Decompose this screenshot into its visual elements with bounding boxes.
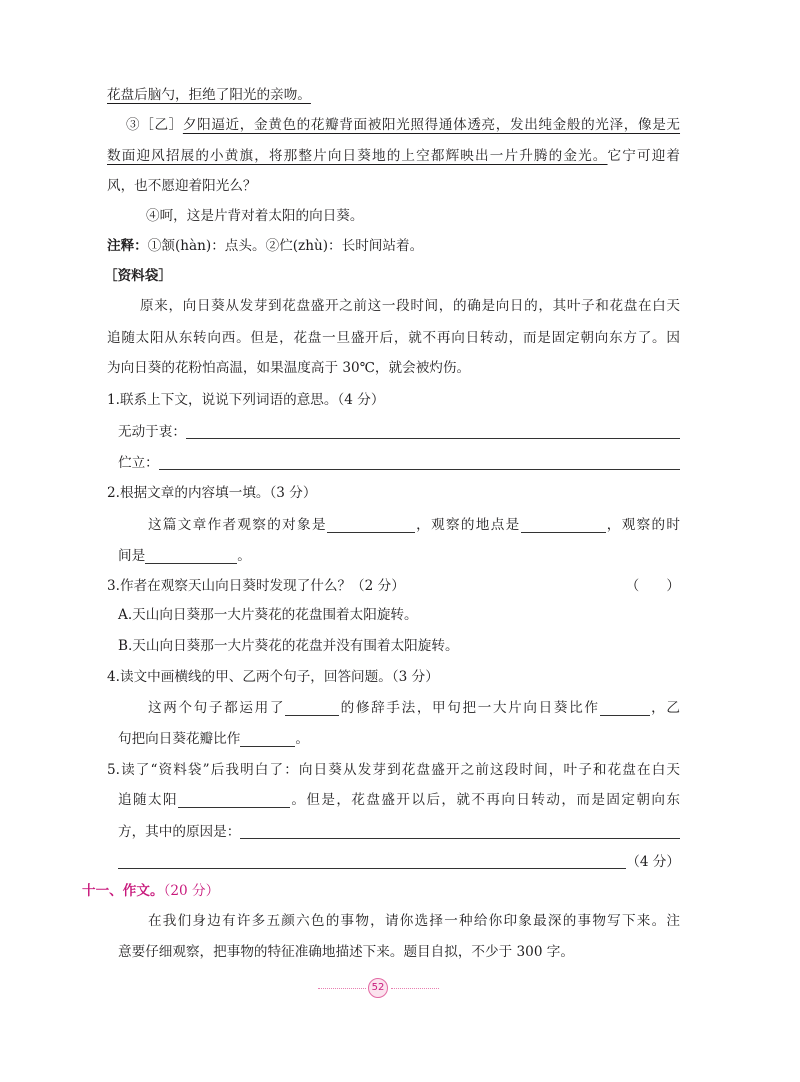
paragraph-3-number: ③［乙］ <box>126 117 183 133</box>
question-2-line-1 <box>148 510 680 540</box>
footer-dotted-rule-right <box>391 988 439 989</box>
answer-bracket: （ ） <box>625 578 680 594</box>
question-4-line-1 <box>148 693 680 723</box>
option-a: A.天山向日葵那一大片葵花的花盘围着太阳旋转。 <box>118 607 418 623</box>
question-5-line-2 <box>118 817 680 847</box>
paragraph-4: ④呵，这是片背对着太阳的向日葵。 <box>146 208 364 224</box>
fill-blank <box>521 518 606 533</box>
page-number: 52 <box>371 982 385 993</box>
paragraph-3-line-1 <box>126 110 680 140</box>
fill-blank <box>600 701 650 716</box>
question-2-text: 间是 <box>118 548 146 564</box>
question-5-points: （4 分） <box>626 854 680 870</box>
question-2-text: ，观察的地点是 <box>414 517 521 533</box>
page-number-badge <box>368 978 388 998</box>
paragraph-3-line-2-rest: 它宁可迎着 <box>607 148 681 164</box>
question-2-text: 这篇文章作者观察的对象是 <box>148 517 327 533</box>
answer-line <box>159 448 680 470</box>
info-box-line-2: 追随太阳从东转向西。但是，花盘一旦盛开后，就不再向日转动，而是固定朝向东方了。因 <box>107 330 680 346</box>
question-5-text: 追随太阳 <box>118 792 178 808</box>
answer-line <box>118 847 626 869</box>
notes-label: 注释： <box>107 238 148 254</box>
question-5-line-3 <box>118 847 680 877</box>
fill-blank <box>285 701 339 716</box>
question-5-text: 。但是，花盘盛开以后，就不再向日转动，而是固定朝向东 <box>290 792 680 808</box>
question-4-text: 句把向日葵花瓣比作 <box>118 731 241 747</box>
question-1-prompt: 1.联系上下文，说说下列词语的意思。（4 分） <box>107 392 385 408</box>
info-box-line-3: 为向日葵的花粉怕高温，如果温度高于 30℃，就会被灼伤。 <box>107 360 471 376</box>
question-5-line-1 <box>118 785 680 815</box>
info-box-title: ［资料袋］ <box>104 268 172 284</box>
underlined-sentence-yi-part-2: 数面迎风招展的小黄旗，将那整片向日葵地的上空都辉映出一片升腾的金光。 <box>107 148 608 164</box>
question-4-text: 这两个句子都运用了 <box>148 700 286 716</box>
passage-line-1 <box>107 80 311 110</box>
composition-prompt-line-2: 意要仔细观察，把事物的特征准确地描述下来。题目自拟，不少于 300 字。 <box>118 944 574 960</box>
section-11-heading <box>82 876 219 906</box>
paragraph-3-line-2 <box>107 141 680 171</box>
question-5-text: 方，其中的原因是： <box>118 824 241 840</box>
question-4-line-2 <box>118 724 309 754</box>
fill-blank <box>145 549 237 564</box>
underlined-sentence-jia-end: 花盘后脑勺，拒绝了阳光的亲吻。 <box>107 87 311 103</box>
question-4-prompt: 4.读文中画横线的甲、乙两个句子，回答问题。（3 分） <box>107 669 439 685</box>
info-box-line-1: 原来，向日葵从发芽到花盘盛开之前这一段时间，的确是向日的，其叶子和花盘在白天 <box>140 298 680 314</box>
section-11-title: 十一、作文。 <box>82 883 164 899</box>
question-4-text: ，乙 <box>649 700 681 716</box>
option-b: B.天山向日葵那一大片葵花的花盘并没有围着太阳旋转。 <box>118 638 459 654</box>
question-1-answer-row-2 <box>118 448 680 478</box>
question-5-prompt: 5.读了“资料袋”后我明白了：向日葵从发芽到花盘盛开之前这段时间，叶子和花盘在白天 <box>107 762 680 778</box>
question-4-text: 的修辞手法，甲句把一大片向日葵比作 <box>339 700 600 716</box>
paragraph-3-line-3: 风，也不愿迎着阳光么？ <box>107 178 257 194</box>
fill-blank <box>327 518 415 533</box>
annotation-notes <box>107 231 423 261</box>
notes-text: ①颔(hàn)：点头。②伫(zhù)：长时间站着。 <box>147 238 424 254</box>
footer-dotted-rule-left <box>318 988 366 989</box>
question-4-text: 。 <box>295 731 309 747</box>
term-zhuli: 伫立： <box>118 455 159 471</box>
question-2-text: ，观察的时 <box>605 517 681 533</box>
answer-line <box>186 417 680 439</box>
section-11-points: （20 分） <box>163 883 220 899</box>
answer-line <box>240 817 680 839</box>
composition-prompt-line-1: 在我们身边有许多五颜六色的事物，请你选择一种给你印象最深的事物写下来。注 <box>148 913 680 929</box>
underlined-sentence-yi-part-1: 夕阳逼近，金黄色的花瓣背面被阳光照得通体透亮，发出纯金般的光泽，像是无 <box>182 117 681 133</box>
question-2-line-2 <box>118 541 251 571</box>
term-wudongyuzhong: 无动于衷： <box>118 424 186 440</box>
question-1-answer-row-1 <box>118 417 680 447</box>
question-2-prompt: 2.根据文章的内容填一填。（3 分） <box>107 485 317 501</box>
fill-blank <box>178 793 290 808</box>
fill-blank <box>240 732 295 747</box>
question-3-prompt: 3.作者在观察天山向日葵时发现了什么？（2 分） <box>107 578 405 594</box>
question-2-text: 。 <box>237 548 251 564</box>
